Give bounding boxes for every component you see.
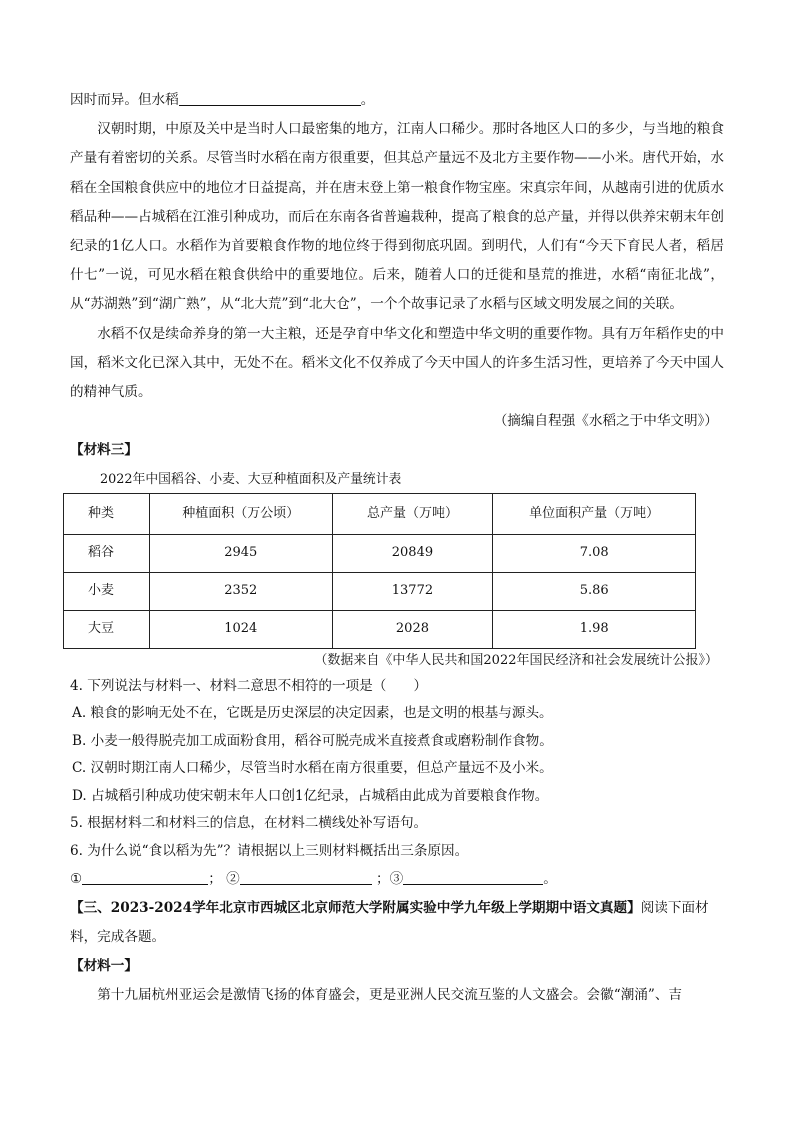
table-row xyxy=(64,572,696,610)
table-caption: 2022年中国稻谷、小麦、大豆种植面积及产量统计表 xyxy=(100,471,402,487)
material-3-label: 【材料三】 xyxy=(70,442,138,459)
option-d[interactable]: D. 占城稻引种成功使宋朝末年人口创1亿纪录，占城稻由此成为首要粮食作物。 xyxy=(72,787,549,804)
paragraph: 水稻不仅是续命养身的第一大主粮，还是孕育中华文化和塑造中华文明的重要作物。具有万年稻作史的中国，稻米文化已深入其中，无处不在。稻米文化不仅养成了今天中国人的许多生活习性，更培养了今天中国人的精神气质。 xyxy=(70,325,724,401)
table-cell: 大豆 xyxy=(64,610,150,648)
table-header-cell: 种植面积（万公顷） xyxy=(149,493,332,534)
table-header-row xyxy=(64,493,696,534)
document-page xyxy=(70,86,724,1011)
table-cell: 1024 xyxy=(149,610,332,648)
table-cell: 20849 xyxy=(332,534,493,572)
answer-end: 。 xyxy=(543,871,557,888)
answer-separator: ； xyxy=(376,871,390,888)
option-c[interactable]: C. 汉朝时期江南人口稀少，尽管当时水稻在南方很重要，但总产量远不及小米。 xyxy=(72,760,553,777)
statistics-table xyxy=(63,493,696,649)
question-6-answer-line xyxy=(70,865,724,894)
table-cell: 7.08 xyxy=(493,534,696,572)
table-cell: 2352 xyxy=(149,572,332,610)
table-cell: 13772 xyxy=(332,572,493,610)
answer-blank-2[interactable] xyxy=(240,868,372,885)
table-source: （数据来自《中华人民共和国2022年国民经济和社会发展统计公报》） xyxy=(314,652,718,668)
table-cell: 1.98 xyxy=(493,610,696,648)
paragraph: 汉朝时期，中原及关中是当时人口最密集的地方，江南人口稀少。那时各地区人口的多少，与当地的粮食产量有着密切的关系。尽管当时水稻在南方很重要，但其总产量远不及北方主要作物——小米。唐代开始，水稻在全国粮食供应中的地位才日益提高，并在唐末登上第一粮食作物宝座。宋真宗年间，从越南引进的优质水稻品种——占城稻在江淮引种成功，而后在东南各省普遍栽种，提高了粮食的总产量，并得以供养宋朝末年创纪录的1亿人口。水稻作为首要粮食作物的地位终于得到彻底巩固。到明代，人们有“今天下育民人者，稻居什七”一说，可见水稻在粮食供给中的重要地位。后来，随着人口的迁徙和垦荒的推进，水稻“南征北战”，从“苏湖熟”到“湖广熟”，从“北大荒”到“北大仓”，一个个故事记录了水稻与区域文明发展之间的关联。 xyxy=(70,121,724,313)
table-cell: 2945 xyxy=(149,534,332,572)
section-3-instruction: 阅读下面材料，完成各题。 xyxy=(70,900,709,946)
table-cell: 稻谷 xyxy=(64,534,150,572)
question-4-title: 4. 下列说法与材料一、材料二意思不相符的一项是（ ） xyxy=(70,677,428,694)
material-1-label: 【材料一】 xyxy=(70,958,138,975)
material-2-body xyxy=(70,115,724,407)
option-a[interactable]: A. 粮食的影响无处不在，它既是历史深层的决定因素，也是文明的根基与源头。 xyxy=(72,705,553,722)
answer-marker-3: ③ xyxy=(389,871,404,888)
option-b[interactable]: B. 小麦一般得脱壳加工成面粉食用，稻谷可脱壳成米直接煮食或磨粉制作食物。 xyxy=(72,732,553,749)
section-3-heading: 【三、2023-2024学年北京市西城区北京师范大学附属实验中学九年级上学期期中语文真题】 xyxy=(70,900,641,917)
answer-blank-1[interactable] xyxy=(82,868,208,885)
table-row xyxy=(64,610,696,648)
table-cell: 小麦 xyxy=(64,572,150,610)
paragraph: 第十九届杭州亚运会是激情飞扬的体育盛会，更是亚洲人民交流互鉴的人文盛会。会徽“潮涌”、吉 xyxy=(97,987,683,1004)
table-cell: 5.86 xyxy=(493,572,696,610)
question-4-options xyxy=(70,700,724,810)
section-3-material-1 xyxy=(70,981,724,1010)
intro-end: 。 xyxy=(360,92,375,108)
table-header-cell: 总产量（万吨） xyxy=(332,493,493,534)
answer-marker-2: ② xyxy=(226,871,240,888)
question-6-title: 6. 为什么说“食以稻为先”？请根据以上三则材料概括出三条原因。 xyxy=(70,842,469,859)
table-header-cell: 单位面积产量（万吨） xyxy=(493,493,696,534)
fill-in-blank[interactable] xyxy=(179,89,361,106)
intro-line xyxy=(70,86,724,115)
answer-separator: ； xyxy=(208,871,222,888)
table-row xyxy=(64,534,696,572)
table-header-cell: 种类 xyxy=(64,493,150,534)
answer-blank-3[interactable] xyxy=(403,868,543,885)
intro-text: 因时而异。但水稻 xyxy=(70,92,179,108)
question-5: 5. 根据材料二和材料三的信息，在材料二横线处补写语句。 xyxy=(70,815,428,832)
answer-marker-1: ① xyxy=(70,871,83,888)
table-cell: 2028 xyxy=(332,610,493,648)
section-3-intro xyxy=(70,894,724,952)
source-citation: （摘编自程强《水稻之于中华文明》） xyxy=(493,413,718,430)
